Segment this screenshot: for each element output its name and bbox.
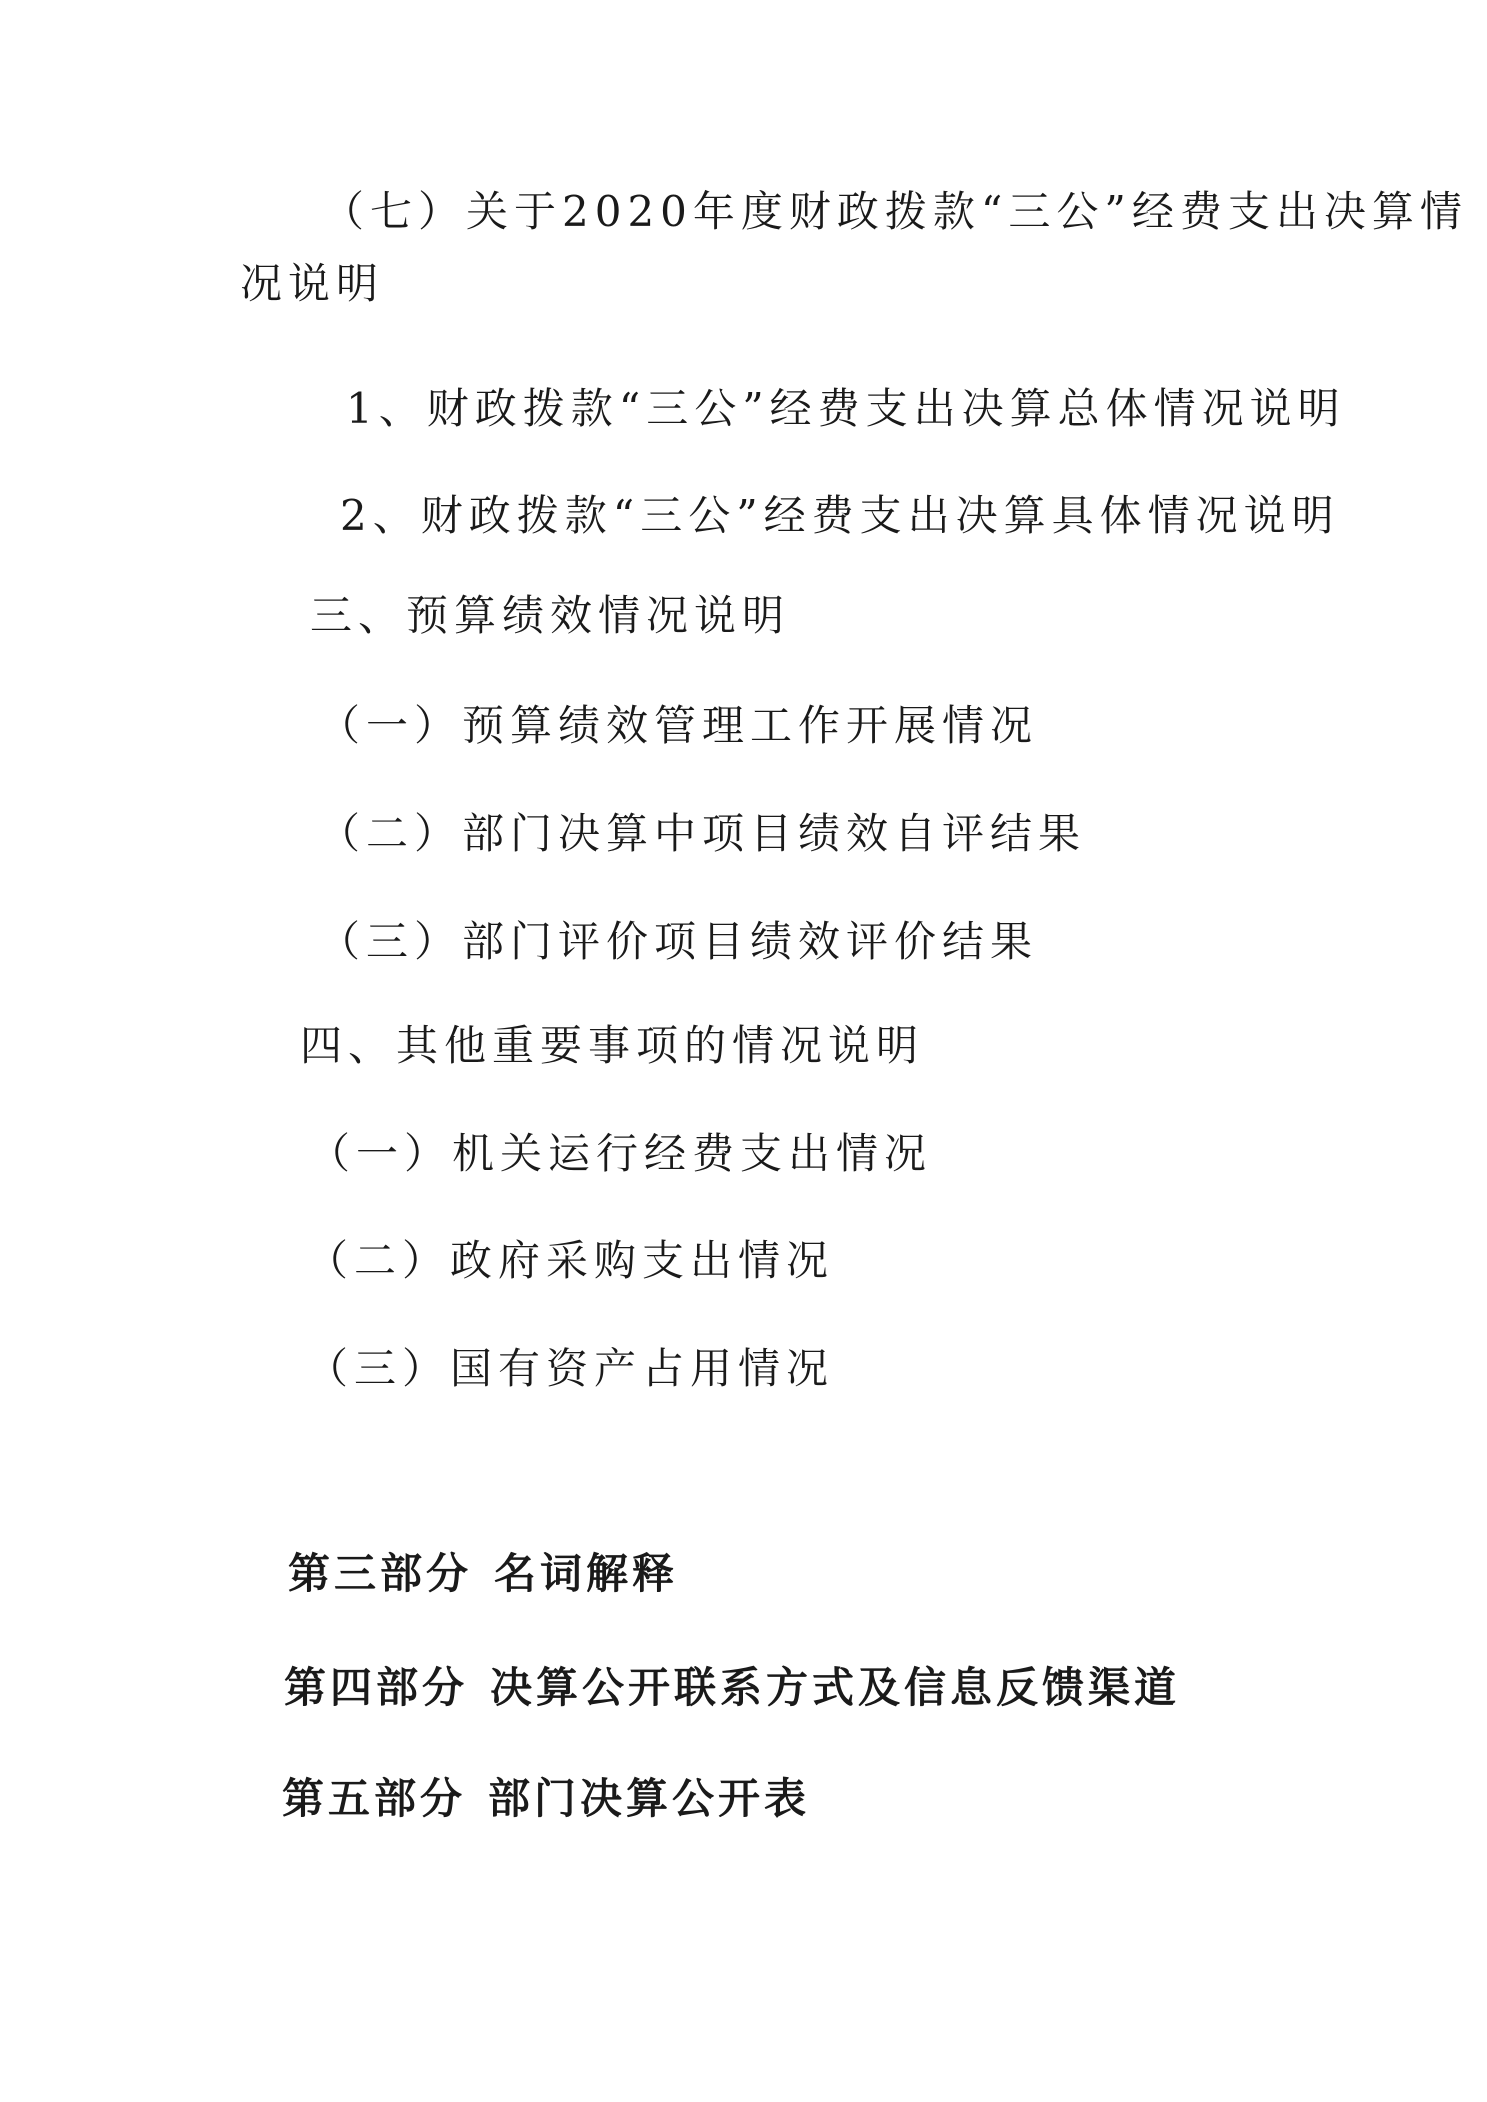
section-3-heading: 三、预算绩效情况说明 (310, 591, 791, 640)
item-7-subitem-1: 1、财政拨款“三公”经费支出决算总体情况说明 (346, 384, 1346, 433)
section-3-item-1: （一）预算绩效管理工作开展情况 (318, 701, 1039, 750)
section-4-item-1: （一）机关运行经费支出情况 (308, 1129, 933, 1178)
section-3-item-3: （三）部门评价项目绩效评价结果 (318, 917, 1039, 966)
part-4-label: 第四部分 (284, 1663, 469, 1712)
part-4-title: 决算公开联系方式及信息反馈渠道 (490, 1663, 1181, 1712)
part-3-heading (288, 1548, 678, 1600)
part-3-title: 名词解释 (494, 1549, 679, 1598)
section-3-item-2: （二）部门决算中项目绩效自评结果 (318, 809, 1087, 858)
section-4-heading: 四、其他重要事项的情况说明 (300, 1021, 925, 1070)
item-7-heading-line1: （七）关于2020年度财政拨款“三公”经费支出决算情 (322, 187, 1468, 236)
item-7-subitem-2: 2、财政拨款“三公”经费支出决算具体情况说明 (340, 491, 1340, 540)
part-5-heading (282, 1773, 810, 1825)
part-4-heading (284, 1662, 1180, 1714)
part-5-title: 部门决算公开表 (488, 1774, 811, 1823)
section-4-item-2: （二）政府采购支出情况 (306, 1236, 835, 1285)
section-4-item-3: （三）国有资产占用情况 (306, 1344, 835, 1393)
part-5-label: 第五部分 (282, 1774, 467, 1823)
part-3-label: 第三部分 (288, 1549, 473, 1598)
item-7-heading-line2: 况说明 (240, 259, 385, 308)
